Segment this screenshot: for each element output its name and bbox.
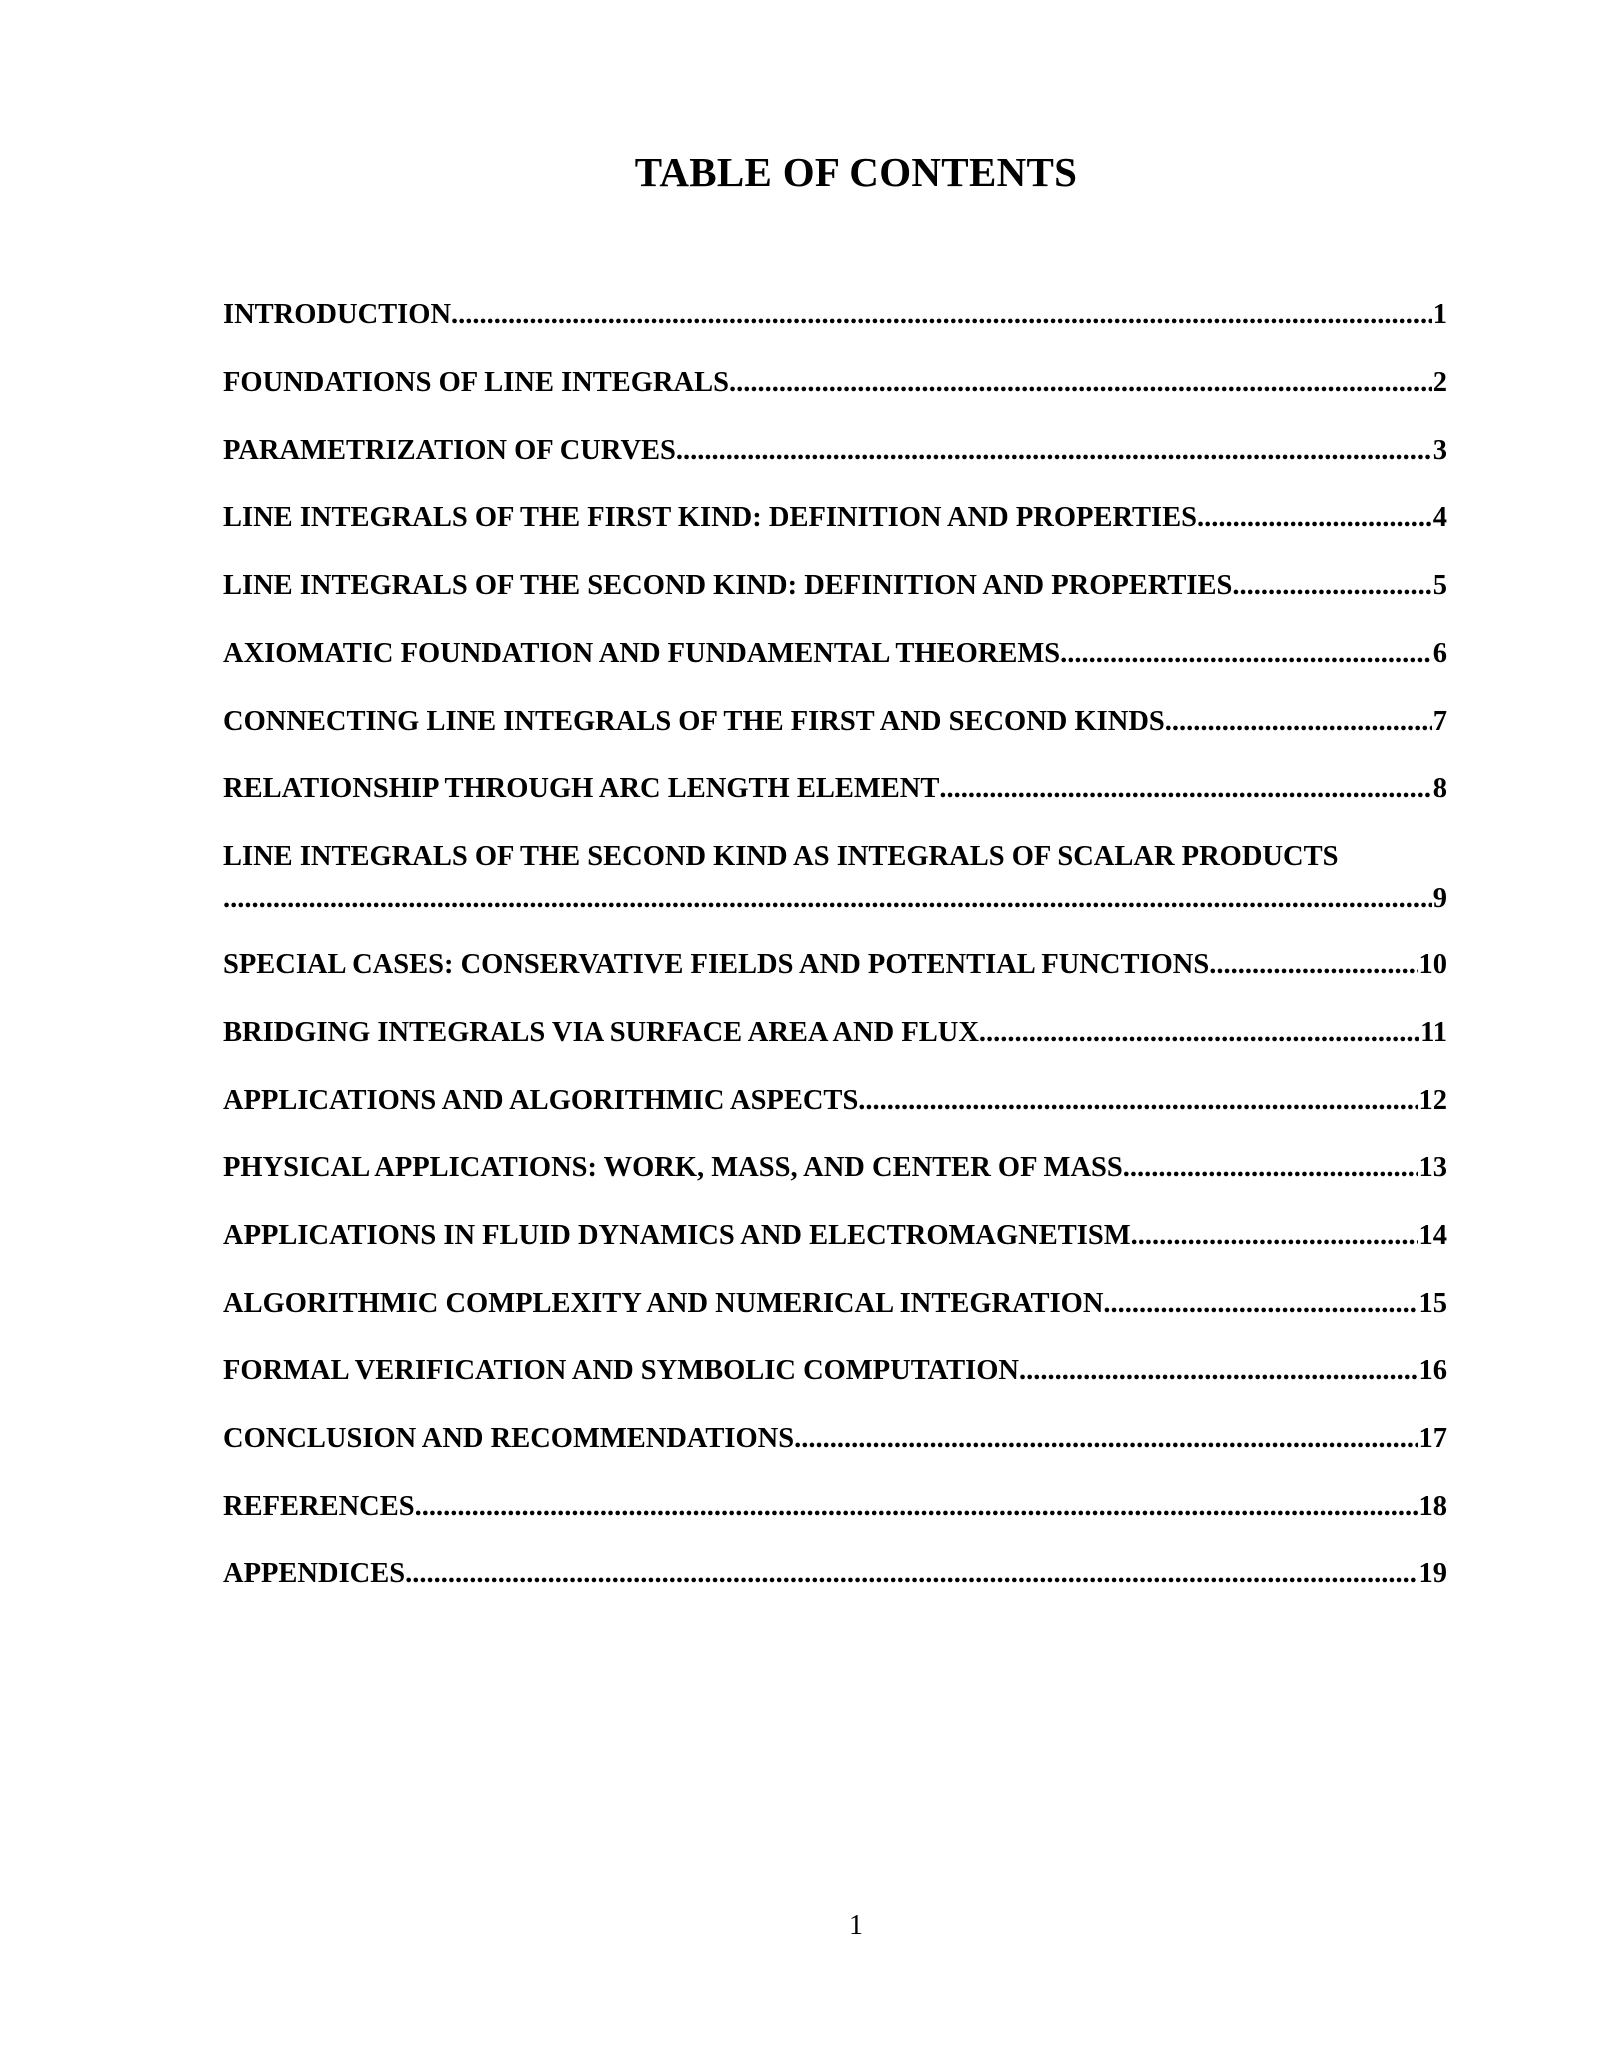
toc-entry[interactable] (223, 1283, 1447, 1325)
toc-entry-page: 9 (1432, 883, 1447, 914)
toc-entry[interactable] (223, 565, 1447, 607)
toc-entry-page: 7 (1432, 706, 1447, 737)
toc-leader-dots (451, 294, 1432, 336)
toc-entry-page: 1 (1432, 299, 1447, 330)
toc-entry-page: 16 (1418, 1355, 1447, 1386)
toc-entry[interactable] (223, 1147, 1447, 1189)
toc-leader-dots (939, 768, 1431, 810)
toc-entry-page: 10 (1418, 949, 1447, 980)
toc-entry[interactable] (223, 1012, 1447, 1054)
toc-entry[interactable] (223, 1350, 1447, 1392)
toc-entry-title: RELATIONSHIP THROUGH ARC LENGTH ELEMENT (223, 773, 940, 804)
toc-leader-dots (1165, 701, 1432, 743)
page-title: TABLE OF CONTENTS (634, 149, 1078, 195)
toc-entry-title: LINE INTEGRALS OF THE SECOND KIND AS INTEGRALS OF SCALAR PRODUCTS (223, 841, 1339, 872)
toc-entry-title: CONCLUSION AND RECOMMENDATIONS (223, 1423, 795, 1454)
toc-entry[interactable] (223, 362, 1447, 404)
toc-entry-title: REFERENCES (223, 1491, 415, 1522)
toc-leader-dots (405, 1553, 1417, 1595)
toc-entry-title: APPENDICES (223, 1558, 406, 1589)
toc-entry[interactable] (223, 1418, 1447, 1460)
toc-leader-dots (223, 878, 1432, 920)
toc-entry-page: 6 (1432, 638, 1447, 669)
toc-entry-page: 11 (1420, 1017, 1447, 1048)
toc-entry[interactable] (223, 1553, 1447, 1595)
toc-entry-title: APPLICATIONS AND ALGORITHMIC ASPECTS (223, 1085, 859, 1116)
toc-entry-title: BRIDGING INTEGRALS VIA SURFACE AREA AND FLUX (223, 1017, 979, 1048)
toc-leader-dots (676, 430, 1432, 472)
toc-entry-page: 15 (1418, 1288, 1447, 1319)
toc-entry-title: FOUNDATIONS OF LINE INTEGRALS (223, 367, 729, 398)
toc-leader-dots (1232, 565, 1431, 607)
toc-entry[interactable] (223, 430, 1447, 472)
toc-entry[interactable] (223, 701, 1447, 743)
toc-entry-page: 12 (1418, 1085, 1447, 1116)
toc-entry[interactable] (223, 497, 1447, 539)
toc-leader-dots (1197, 497, 1432, 539)
toc-leader-dots (794, 1418, 1417, 1460)
toc-entry-title: PARAMETRIZATION OF CURVES (223, 435, 676, 466)
toc-entry-title: PHYSICAL APPLICATIONS: WORK, MASS, AND CENTER OF MASS (223, 1152, 1123, 1183)
toc-leader-dots (858, 1080, 1417, 1122)
toc-entry[interactable] (223, 633, 1447, 675)
toc-entry-page: 17 (1418, 1423, 1447, 1454)
toc-entry[interactable] (223, 1080, 1447, 1122)
toc-entry[interactable] (223, 944, 1447, 986)
toc-leader-dots (979, 1012, 1419, 1054)
toc-entry-title: ALGORITHMIC COMPLEXITY AND NUMERICAL INTEGRATION (223, 1288, 1104, 1319)
toc-entry-page: 5 (1432, 570, 1447, 601)
toc-leader-dots (1209, 944, 1417, 986)
toc-leader-dots (729, 362, 1432, 404)
toc-leader-dots (1019, 1350, 1418, 1392)
toc-entry[interactable] (223, 1215, 1447, 1257)
toc-entry-page: 19 (1418, 1558, 1447, 1589)
page-number: 1 (849, 1910, 863, 1941)
toc-leader-dots (1123, 1147, 1418, 1189)
toc-entry-page: 4 (1432, 502, 1447, 533)
toc-entry-title: SPECIAL CASES: CONSERVATIVE FIELDS AND POTENTIAL FUNCTIONS (223, 949, 1210, 980)
toc-entry-title: APPLICATIONS IN FLUID DYNAMICS AND ELECTROMAGNETISM (223, 1220, 1131, 1251)
toc-entry-title: LINE INTEGRALS OF THE SECOND KIND: DEFINITION AND PROPERTIES (223, 570, 1233, 601)
toc-entry-title: INTRODUCTION (223, 299, 452, 330)
toc-entry[interactable] (223, 1486, 1447, 1528)
toc-entry-title: FORMAL VERIFICATION AND SYMBOLIC COMPUTATION (223, 1355, 1019, 1386)
toc-entry-page: 13 (1418, 1152, 1447, 1183)
toc-leader-dots (1131, 1215, 1418, 1257)
toc-entry-page: 18 (1418, 1491, 1447, 1522)
toc-entry-page: 2 (1432, 367, 1447, 398)
toc-entry-page: 3 (1432, 435, 1447, 466)
toc-entry-title: CONNECTING LINE INTEGRALS OF THE FIRST AND SECOND KINDS (223, 706, 1165, 737)
toc-entry-title: AXIOMATIC FOUNDATION AND FUNDAMENTAL THEOREMS (223, 638, 1061, 669)
toc-leader-dots (415, 1486, 1418, 1528)
toc-leader-dots (1103, 1283, 1417, 1325)
toc-entry[interactable] (223, 836, 1447, 920)
toc-leader-dots (1060, 633, 1432, 675)
toc-entry[interactable] (223, 294, 1447, 336)
toc-entry-page: 14 (1418, 1220, 1447, 1251)
toc-entry[interactable] (223, 768, 1447, 810)
toc-entry-title: LINE INTEGRALS OF THE FIRST KIND: DEFINITION AND PROPERTIES (223, 502, 1198, 533)
toc-entry-page: 8 (1432, 773, 1447, 804)
